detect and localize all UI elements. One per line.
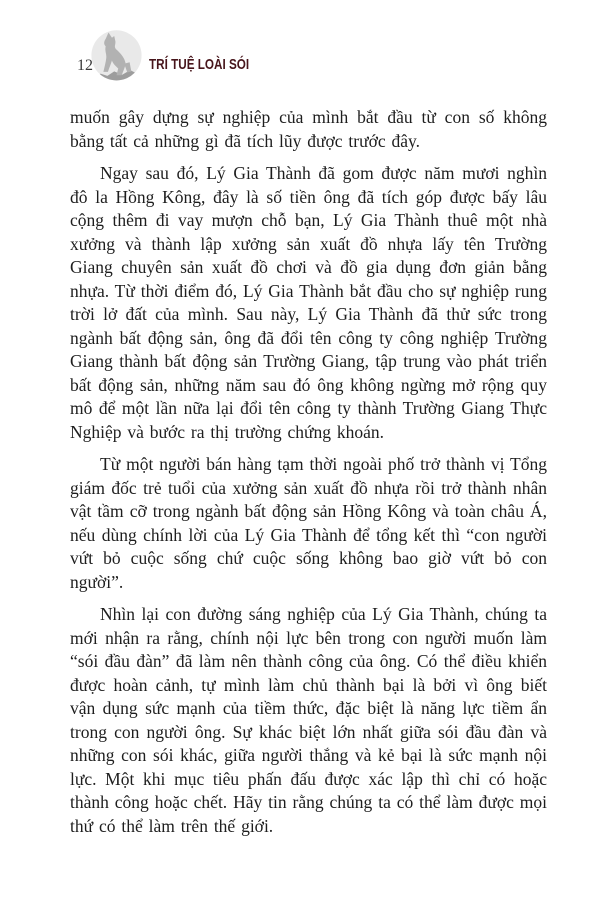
paragraph: Ngay sau đó, Lý Gia Thành đã gom được năm mươi nghìn đô la Hồng Kông, đây là số tiền ông đã tích góp được bấy lâu cộng thêm đi vay mượn chỗ bạn, Lý Gia Thành thuê một nhà xưởng và thành lập xưởng sản xuất đồ nhựa lấy tên Trường Giang chuyên sản xuất đồ chơi và đồ gia dụng đơn giản bằng nhựa. Từ thời điểm đó, Lý Gia Thành bắt đầu cho sự nghiệp rung trời lở đất của mình. Sau này, Lý Gia Thành đã thử sức trong ngành bất động sản, ông đã đổi tên công ty công nghiệp Trường Giang thành bất động sản Trường Giang, tập trung vào phát triển bất động sản, những năm sau đó ông không ngừng mở rộng quy mô để một lần nữa lại đổi tên công ty thành Trường Giang Thực Nghiệp và bước ra thị trường chứng khoán. <box>70 163 547 442</box>
paragraph-continuation: muốn gây dựng sự nghiệp của mình bắt đầu từ con số không bằng tất cả những gì đã tích lũy được trước đây. <box>70 107 547 151</box>
wolf-moon-logo-icon <box>88 28 145 85</box>
page-number: 12 <box>77 57 93 74</box>
page-body <box>70 106 547 847</box>
paragraph: Nhìn lại con đường sáng nghiệp của Lý Gia Thành, chúng ta mới nhận ra rằng, chính nội lực bên trong con người muốn làm “sói đầu đàn” đã làm nên thành công của ông. Có thể điều khiển được hoàn cảnh, tự mình làm chủ thành bại là bởi vì ông biết vận dụng sức mạnh của tiềm thức, đặc biệt là năng lực tiềm ẩn trong con người ông. Sự khác biệt lớn nhất giữa sói đầu đàn và những con sói khác, giữa người thắng và kẻ bại là sức mạnh nội lực. Một khi mục tiêu phấn đấu được xác lập thì chỉ có hoặc thành công hoặc chết. Hãy tin rằng chúng ta có thể làm được mọi thứ có thể làm trên thế giới. <box>70 604 547 836</box>
book-title: TRÍ TUỆ LOÀI SÓI <box>149 56 250 73</box>
page-header <box>0 0 612 95</box>
paragraph: Từ một người bán hàng tạm thời ngoài phố trở thành vị Tổng giám đốc trẻ tuổi của xưởng sản xuất đồ nhựa rồi trở thành nhân vật tầm cỡ trong ngành bất động sản Hồng Kông và toàn châu Á, nếu dùng chính lời của Lý Gia Thành để tổng kết thì “con người vứt bỏ cuộc sống chứ cuộc sống không bao giờ vứt bỏ con người”. <box>70 454 547 592</box>
